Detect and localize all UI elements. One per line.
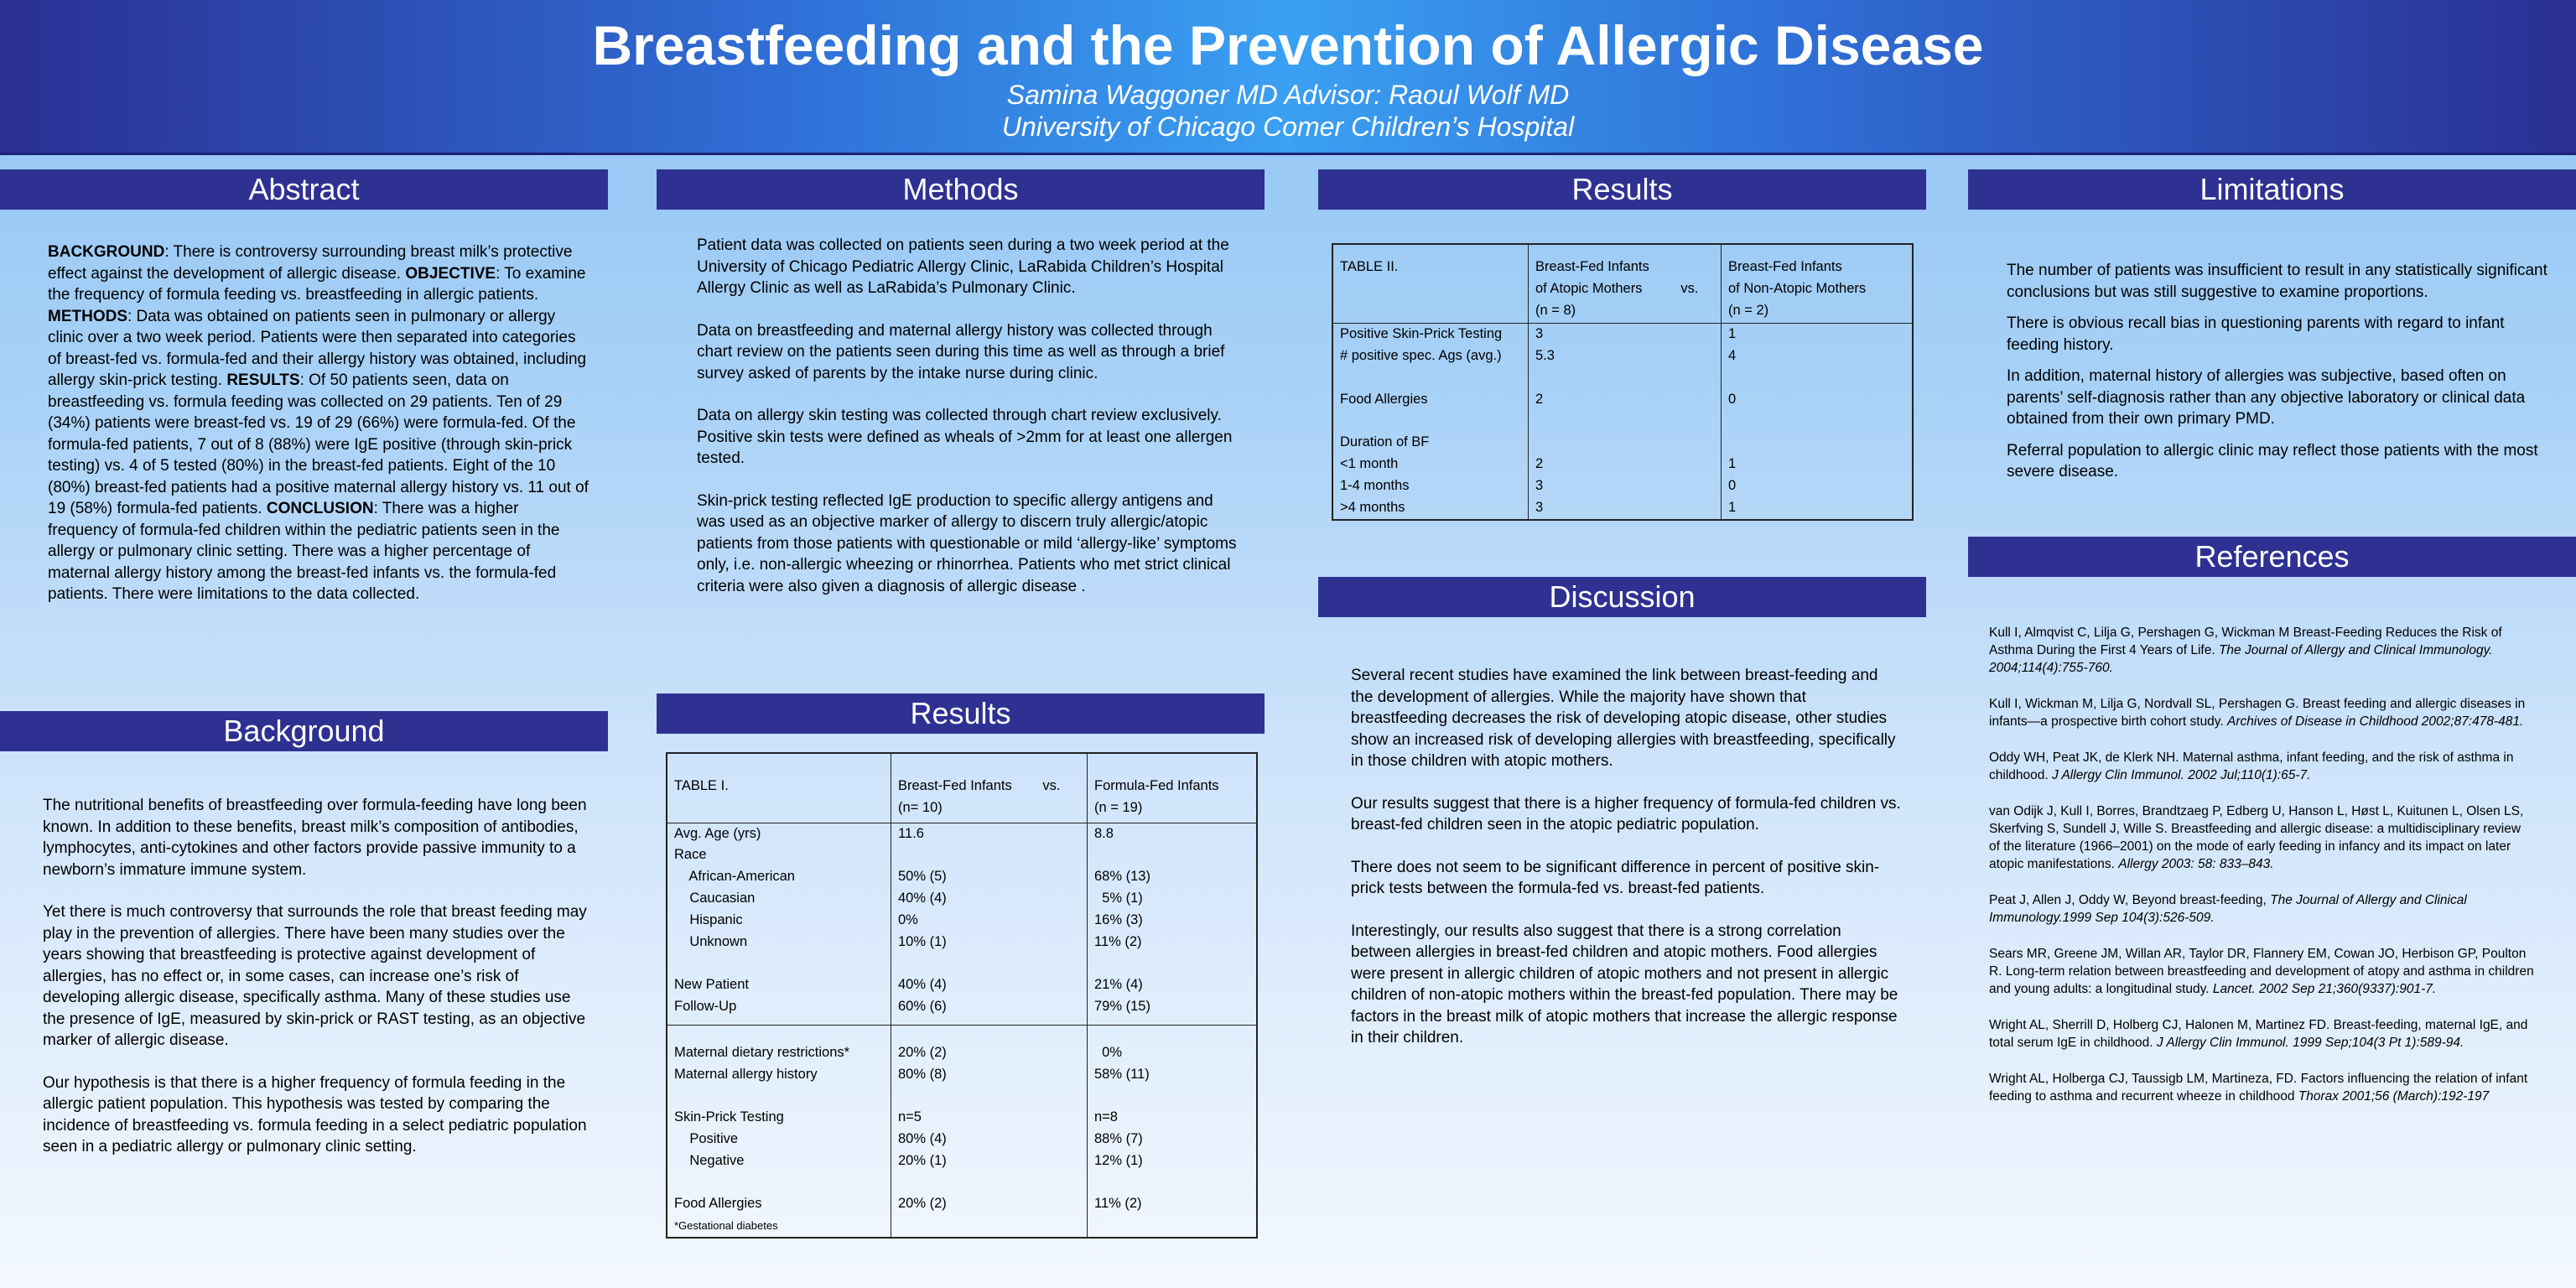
limitations-paragraph: Referral population to allergic clinic may reflect those patients with the most severe disease. xyxy=(2007,441,2538,480)
results-table-1 xyxy=(666,752,1258,1239)
methods-paragraph: Data on breastfeeding and maternal allergy history was collected through chart review on the patients seen during this time as well as through a brief survey asked of parents by the intake nurse during clinic. xyxy=(697,321,1225,382)
reference-text: Wright AL, Sherrill D, Holberg CJ, Halonen M, Martinez FD. Breast-feeding, maternal IgE, and total serum IgE in childhood. xyxy=(1989,1018,2528,1050)
discussion-heading: Discussion xyxy=(1318,577,1926,617)
limitations-body xyxy=(2007,260,2555,493)
table-row xyxy=(1332,324,1913,520)
background-paragraph: Our hypothesis is that there is a higher frequency of formula feeding in the allergic patient population. This hypothesis was tested by comparing the incidence of breastfeeding vs. formula feeding in a select pediatric population seen in a pediatric allergy or pulmonary clinic setting. xyxy=(43,1073,587,1156)
reference-journal: Lancet. 2002 Sep 21;360(9337):901-7. xyxy=(2212,982,2437,996)
table-row xyxy=(667,753,1257,823)
poster-banner xyxy=(0,0,2576,155)
discussion-paragraph: Our results suggest that there is a higher frequency of formula-fed children vs. breast-fed children seen in the atopic pediatric population. xyxy=(1351,794,1901,834)
reference-journal: The Journal of Allergy and Clinical Immunology. 2004;114(4):755-760. xyxy=(1989,643,2493,675)
reference-journal: Allergy 2003: 58: 833–843. xyxy=(2118,857,2274,871)
methods-paragraph: Patient data was collected on patients seen during a two week period at the University of Chicago Pediatric Allergy Clinic, LaRabida Children’s Hospital Allergy Clinic as well as LaRabida’s Pulmonary Clinic. xyxy=(697,236,1229,297)
results-2-heading: Results xyxy=(1318,169,1926,210)
table-cell: 3 5.3 2 2 3 3 xyxy=(1529,324,1722,520)
abstract-body xyxy=(48,242,591,605)
poster-institution: University of Chicago Comer Children’s Hospital xyxy=(1001,112,1575,142)
reference-journal: Thorax 2001;56 (March):192-197 xyxy=(2298,1089,2490,1104)
table-cell: Formula-Fed Infants (n = 19) xyxy=(1088,753,1258,823)
table-cell: 8.8 68% (13) 5% (1) 16% (3) 11% (2) 21% (4) 79% (15) xyxy=(1088,823,1258,1025)
abstract-results-text: : Of 50 patients seen, data on breastfeeding vs. formula feeding was collected on 29 patients. Ten of 29 (34%) patients were breast-fed vs. 19 of 29 (66%) were formula-fed. Of the formula-fed patients, 7 out of 8 (88%) were IgE positive (through skin-prick testing) vs. 4 of 5 tested (80%) in the breast-fed patients. Eight of the 10 (80%) breast-fed patients had a positive maternal allergy history vs. 11 out of 19 (58%) formula-fed patients. xyxy=(48,371,589,517)
table-cell xyxy=(667,1025,891,1238)
reference-text: Kull I, Wickman M, Lilja G, Nordvall SL, Pershagen G. Breast feeding and allergic diseases in infants—a prospective birth cohort study. xyxy=(1989,697,2526,729)
table-cell: Positive Skin-Prick Testing # positive spec. Ags (avg.) Food Allergies Duration of BF <1 month 1-4 months >4 months xyxy=(1340,326,1503,515)
table-cell: 1 4 0 1 0 1 xyxy=(1722,324,1914,520)
reference-journal: J Allergy Clin Immunol. 1999 Sep;104(3 Pt 1):589-94. xyxy=(2156,1036,2464,1050)
reference-item xyxy=(1989,945,2534,998)
reference-item xyxy=(1989,749,2534,784)
references-list xyxy=(1989,624,2534,1124)
limitations-paragraph: In addition, maternal history of allergies was subjective, based often on parents’ self-diagnosis rather than any objective laboratory or clinical data obtained from their own primary PMD. xyxy=(2007,367,2526,428)
reference-item xyxy=(1989,891,2534,927)
abstract-objective-text: : To examine the frequency of formula feeding vs. breastfeeding in allergic patients. xyxy=(48,264,586,304)
methods-paragraph: Data on allergy skin testing was collected through chart review exclusively. Positive skin tests were defined as wheals of >2mm for at least one allergen tested. xyxy=(697,407,1233,467)
results-heading: Results xyxy=(657,693,1265,734)
reference-text: Sears MR, Greene JM, Willan AR, Taylor DR, Flannery EM, Cowan JO, Herbison GP, Poulton R. Long-term relation between breastfeeding and development of atopy and asthma in children and young adults: a longitudinal study. xyxy=(1989,947,2534,996)
reference-item xyxy=(1989,802,2534,873)
table-cell: 0% 58% (11) n=8 88% (7) 12% (1) 11% (2) xyxy=(1088,1025,1258,1238)
results-table-2 xyxy=(1332,243,1914,521)
abstract-conclusion-label: CONCLUSION xyxy=(266,500,374,517)
abstract-results-label: RESULTS xyxy=(226,371,300,389)
reference-item xyxy=(1989,1016,2534,1052)
abstract-methods-text: : Data was obtained on patients seen in pulmonary or allergy clinic over a two week period. Patients were then separated into categories of breast-fed vs. formula-fed and their allergy history was obtained, including allergy skin-prick testing. xyxy=(48,307,587,389)
table-cell: TABLE II. xyxy=(1332,244,1529,324)
abstract-methods-label: METHODS xyxy=(48,307,127,325)
poster-title: Breastfeeding and the Prevention of Allergic Disease xyxy=(592,14,1984,76)
reference-item xyxy=(1989,624,2534,677)
reference-text: Kull I, Almqvist C, Lilja G, Pershagen G, Wickman M Breast-Feeding Reduces the Risk of Asthma During the First 4 Years of Life. xyxy=(1989,626,2502,657)
table-row xyxy=(1332,244,1913,324)
limitations-paragraph: The number of patients was insufficient to result in any statistically significant conclusions but was still suggestive to examine proportions. xyxy=(2007,262,2547,301)
table-cell: TABLE I. xyxy=(667,753,891,823)
reference-journal: Archives of Disease in Childhood 2002;87:478-481. xyxy=(2227,714,2524,729)
references-heading: References xyxy=(1968,537,2576,577)
reference-journal: The Journal of Allergy and Clinical Immunology.1999 Sep 104(3):526-509. xyxy=(1989,893,2467,925)
reference-journal: J Allergy Clin Immunol. 2002 Jul;110(1):65-7. xyxy=(2051,768,2311,782)
reference-text: van Odijk J, Kull I, Borres, Brandtzaeg P, Edberg U, Hanson L, Høst L, Kuitunen L, Olsen LS, Skerfving S, Sundell J, Wille S. Breastfeeding and allergic disease: a multidisciplinary review of the literature (1966–2001) on the mode of early feeding in infancy and its impact on later atopic manifestations. xyxy=(1989,804,2524,871)
background-body xyxy=(43,795,596,1179)
methods-body xyxy=(697,235,1238,618)
background-heading: Background xyxy=(0,711,608,751)
abstract-background-text: : There is controversy surrounding breast milk’s protective effect against the development of allergic disease. xyxy=(48,243,573,283)
table-footnote: *Gestational diabetes xyxy=(674,1219,778,1233)
table-cell-text: Maternal dietary restrictions* Maternal allergy history Skin-Prick Testing Positive Negative Food Allergies xyxy=(674,1044,850,1212)
discussion-paragraph: There does not seem to be significant difference in percent of positive skin-prick tests between the formula-fed vs. breast-fed patients. xyxy=(1351,858,1880,897)
background-paragraph: Yet there is much controversy that surrounds the role that breast feeding may play in the prevention of allergies. There have been many studies over the years showing that breastfeeding is protective against development of allergies, has no effect or, in some cases, can increase one’s risk of developing allergic disease, specifically asthma. Many of these studies use the presence of IgE, measured by skin-prick or RAST testing, as an objective marker of allergic disease. xyxy=(43,903,587,1049)
reference-item xyxy=(1989,695,2534,730)
table-cell: Breast-Fed Infants vs. (n= 10) xyxy=(891,753,1088,823)
discussion-paragraph: Several recent studies have examined the link between breast-feeding and the development of allergies. While the majority have shown that breastfeeding decreases the risk of developing atopic disease, other studies show an increased risk of developing allergies with breastfeeding, specifically in those children with atopic mothers. xyxy=(1351,667,1896,770)
abstract-background-label: BACKGROUND xyxy=(48,243,165,261)
table-row xyxy=(667,1025,1257,1238)
table-cell: 20% (2) 80% (8) n=5 80% (4) 20% (1) 20% (2) xyxy=(891,1025,1088,1238)
discussion-paragraph: Interestingly, our results also suggest that there is a strong correlation between allergies in breast-fed children and atopic mothers. Food allergies were present in allergic children of atopic mothers and not present in allergic children of non-atopic mothers within the breast-fed population. There may be factors in the breast milk of atopic mothers that increase the allergic response in their children. xyxy=(1351,922,1898,1046)
reference-item xyxy=(1989,1070,2534,1105)
table-cell: Breast-Fed Infants of Non-Atopic Mothers (n = 2) xyxy=(1722,244,1914,324)
reference-text: Wright AL, Holberga CJ, Taussigb LM, Martineza, FD. Factors influencing the relation of infant feeding to asthma and recurrent wheeze in childhood xyxy=(1989,1072,2528,1104)
limitations-heading: Limitations xyxy=(1968,169,2576,210)
methods-heading: Methods xyxy=(657,169,1265,210)
abstract-conclusion-text: : There was a higher frequency of formula-fed children within the pediatric patients seen in the allergy or pulmonary clinic setting. There was a higher percentage of maternal allergy history among the breast-fed infants vs. the formula-fed patients. There were limitations to the data collected. xyxy=(48,500,560,603)
limitations-paragraph: There is obvious recall bias in questioning parents with regard to infant feeding history. xyxy=(2007,314,2505,354)
abstract-objective-label: OBJECTIVE xyxy=(405,264,496,283)
discussion-body xyxy=(1351,665,1903,1070)
poster-authors: Samina Waggoner MD Advisor: Raoul Wolf MD xyxy=(1006,80,1570,110)
table-row xyxy=(667,823,1257,1025)
abstract-heading: Abstract xyxy=(0,169,608,210)
table-cell: 11.6 50% (5) 40% (4) 0% 10% (1) 40% (4) 60% (6) xyxy=(891,823,1088,1025)
methods-paragraph: Skin-prick testing reflected IgE production to specific allergy antigens and was used as an objective marker of allergy to discern truly allergic/atopic patients from those patients with questionable or mild ‘allergy-like’ symptoms only, i.e. non-allergic wheezing or rhinorrhea. Patients who met strict clinical criteria were also given a diagnosis of allergic disease . xyxy=(697,491,1237,595)
table-cell: Breast-Fed Infants of Atopic Mothers vs. (n = 8) xyxy=(1529,244,1722,324)
background-paragraph: The nutritional benefits of breastfeeding over formula-feeding have long been known. In addition to these benefits, breast milk’s composition of antibodies, lymphocytes, anti-cytokines and other factors provide passive immunity to a newborn’s immature immune system. xyxy=(43,797,587,879)
reference-text: Peat J, Allen J, Oddy W, Beyond breast-feeding, xyxy=(1989,893,2271,907)
reference-text: Oddy WH, Peat JK, de Klerk NH. Maternal asthma, infant feeding, and the risk of asthma in childhood. xyxy=(1989,750,2514,782)
table-cell: Avg. Age (yrs) Race African-American Caucasian Hispanic Unknown New Patient Follow-Up xyxy=(674,825,795,1014)
